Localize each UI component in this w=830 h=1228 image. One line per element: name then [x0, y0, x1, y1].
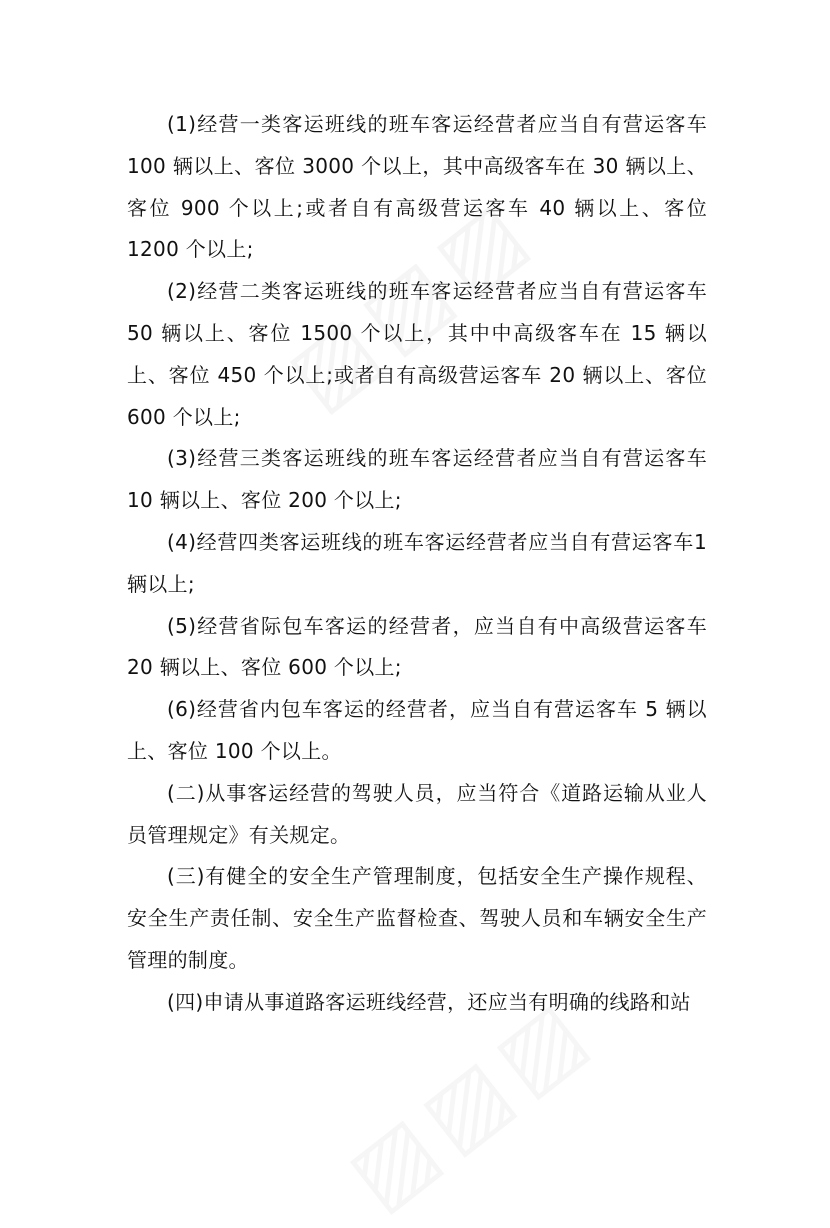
paragraph: (2)经营二类客运班线的班车客运经营者应当自有营运客车50 辆以上、客位 1500 个以上，其中中高级客车在 15 辆以上、客位 450 个以上;或者自有高级营运客车 20 辆以上、客位 600 个以上;	[127, 279, 707, 429]
paragraph: (5)经营省际包车客运的经营者，应当自有中高级营运客车20 辆以上、客位 600 个以上;	[127, 613, 707, 680]
paragraph: (4)经营四类客运班线的班车客运经营者应当自有营运客车1 辆以上;	[127, 529, 707, 596]
paragraph: (6)经营省内包车客运的经营者，应当自有营运客车 5 辆以上、客位 100 个以上。	[127, 697, 707, 763]
paragraph: (四)申请从事道路客运班线经营，还应当有明确的线路和站	[167, 989, 691, 1014]
paragraph: (三)有健全的安全生产管理制度，包括安全生产操作规程、安全生产责任制、安全生产监督检查、驾驶人员和车辆安全生产管理的制度。	[127, 864, 707, 972]
document-body	[127, 104, 707, 1024]
paragraph: (二)从事客运经营的驾驶人员，应当符合《道路运输从业人员管理规定》有关规定。	[127, 780, 707, 847]
paragraph: (3)经营三类客运班线的班车客运经营者应当自有营运客车10 辆以上、客位 200 个以上;	[127, 446, 707, 513]
paragraph: (1)经营一类客运班线的班车客运经营者应当自有营运客车100 辆以上、客位 3000 个以上，其中高级客车在 30 辆以上、客位 900 个以上;或者自有高级营运客车 40 辆以上、客位 1200 个以上;	[127, 112, 707, 262]
